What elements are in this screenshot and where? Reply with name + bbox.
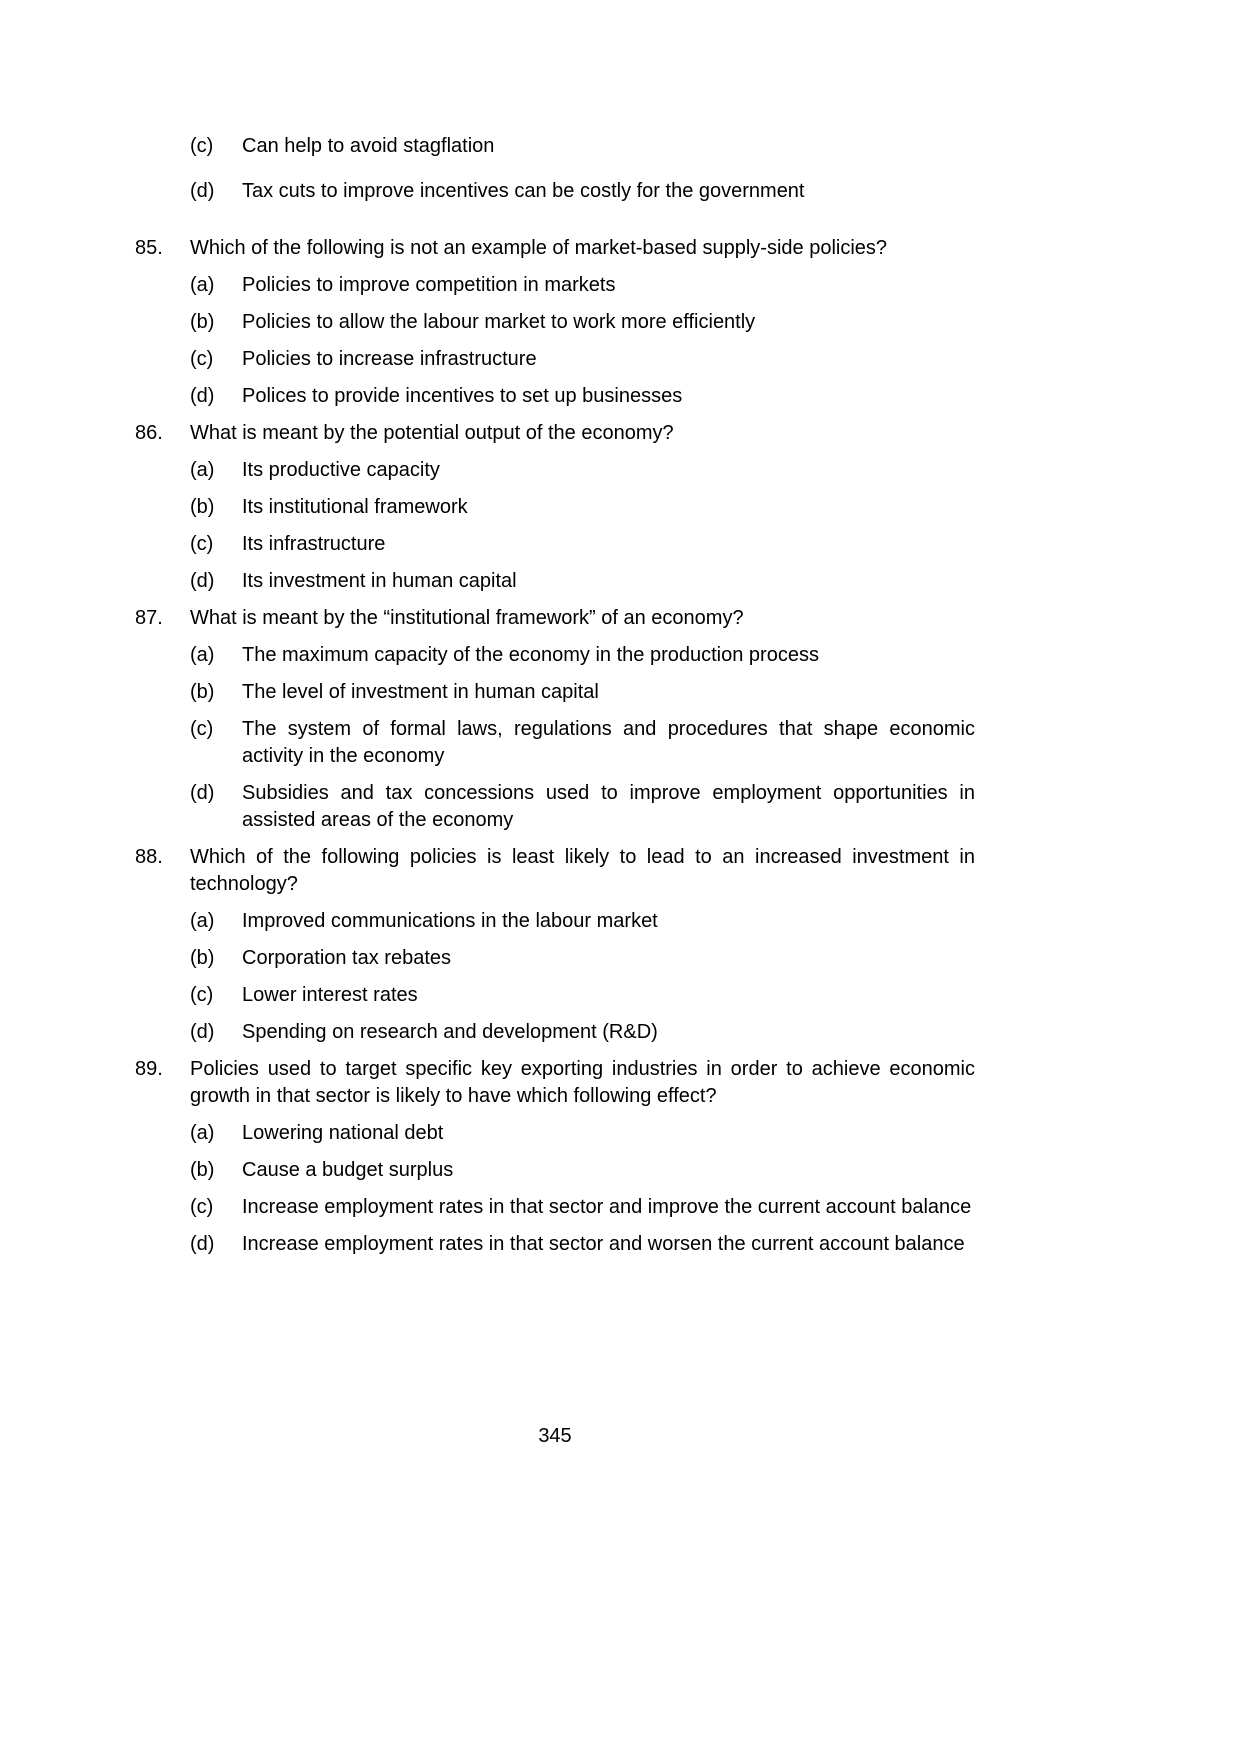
option-text: Its investment in human capital (242, 570, 517, 592)
option-label: (c) (190, 135, 214, 157)
option-text: The system of formal laws, regulations and procedures that shape economic activity in the economy (242, 718, 975, 767)
question-body (190, 844, 975, 1056)
option-label: (a) (190, 644, 215, 666)
option-text: Polices to provide incentives to set up businesses (242, 385, 683, 407)
option-label: (d) (190, 1233, 215, 1255)
option-text: Policies to increase infrastructure (242, 348, 537, 370)
option-row (190, 945, 975, 972)
question-number: 85. (135, 237, 163, 259)
option-row (190, 1194, 975, 1221)
option-row (190, 982, 975, 1009)
option-text: Corporation tax rebates (242, 947, 452, 969)
option-row (190, 1120, 975, 1147)
option-label: (c) (190, 348, 214, 370)
question-stem: What is meant by the potential output of the economy? (190, 422, 674, 444)
option-row (190, 1019, 975, 1046)
question (135, 844, 975, 1056)
question-number: 86. (135, 422, 163, 444)
option-row (190, 309, 975, 336)
question-body (190, 1056, 975, 1268)
option-label: (c) (190, 1196, 214, 1218)
option-row (190, 531, 975, 558)
option-row (190, 346, 975, 373)
option-text: Increase employment rates in that sector and improve the current account balance (242, 1196, 972, 1218)
option-label: (d) (190, 570, 215, 592)
option-text: Tax cuts to improve incentives can be costly for the government (242, 180, 805, 202)
option-row (190, 1231, 975, 1258)
question-number: 89. (135, 1058, 163, 1080)
option-text: Its institutional framework (242, 496, 468, 518)
option-label: (b) (190, 1159, 215, 1181)
page-content (135, 133, 975, 1268)
option-label: (a) (190, 459, 215, 481)
option-text: Its infrastructure (242, 533, 386, 555)
option-row (190, 178, 975, 205)
continued-options (135, 133, 975, 205)
option-text: Can help to avoid stagflation (242, 135, 495, 157)
option-text: Policies to allow the labour market to work more efficiently (242, 311, 756, 333)
option-text: Lowering national debt (242, 1122, 444, 1144)
option-row (190, 642, 975, 669)
option-row (190, 716, 975, 770)
option-row (190, 780, 975, 834)
option-row (190, 908, 975, 935)
question (135, 420, 975, 605)
option-text: Subsidies and tax concessions used to improve employment opportunities in assisted areas of the economy (242, 782, 975, 831)
option-label: (a) (190, 910, 215, 932)
option-label: (a) (190, 274, 215, 296)
option-row (190, 457, 975, 484)
question-stem: Which of the following is not an example of market-based supply-side policies? (190, 237, 888, 259)
question-body (190, 235, 975, 420)
question-stem: Which of the following policies is least likely to lead to an increased investment in technology? (190, 846, 975, 895)
question-body (190, 605, 975, 844)
option-text: The level of investment in human capital (242, 681, 599, 703)
question (135, 1056, 975, 1268)
question-body (190, 420, 975, 605)
option-text: Spending on research and development (R&D) (242, 1021, 658, 1043)
option-label: (b) (190, 947, 215, 969)
option-label: (c) (190, 533, 214, 555)
option-label: (d) (190, 782, 215, 804)
option-row (190, 1157, 975, 1184)
question-stem: What is meant by the “institutional framework” of an economy? (190, 607, 744, 629)
option-label: (d) (190, 385, 215, 407)
option-text: Cause a budget surplus (242, 1159, 454, 1181)
option-label: (d) (190, 1021, 215, 1043)
option-text: The maximum capacity of the economy in the production process (242, 644, 819, 666)
option-text: Its productive capacity (242, 459, 440, 481)
page-number: 345 (538, 1425, 572, 1447)
question-number: 87. (135, 607, 163, 629)
option-label: (b) (190, 681, 215, 703)
option-text: Increase employment rates in that sector and worsen the current account balance (242, 1233, 965, 1255)
option-label: (d) (190, 180, 215, 202)
option-label: (b) (190, 311, 215, 333)
option-row (190, 133, 975, 160)
option-row (190, 568, 975, 595)
option-row (190, 679, 975, 706)
option-row (190, 494, 975, 521)
option-row (190, 383, 975, 410)
option-text: Policies to improve competition in markets (242, 274, 616, 296)
option-text: Lower interest rates (242, 984, 418, 1006)
question (135, 235, 975, 420)
option-label: (b) (190, 496, 215, 518)
question-number: 88. (135, 846, 163, 868)
option-label: (c) (190, 718, 214, 740)
question-stem: Policies used to target specific key exporting industries in order to achieve economic growth in that sector is likely to have which following effect? (190, 1058, 975, 1107)
option-row (190, 272, 975, 299)
option-label: (c) (190, 984, 214, 1006)
question (135, 605, 975, 844)
option-label: (a) (190, 1122, 215, 1144)
option-text: Improved communications in the labour market (242, 910, 658, 932)
